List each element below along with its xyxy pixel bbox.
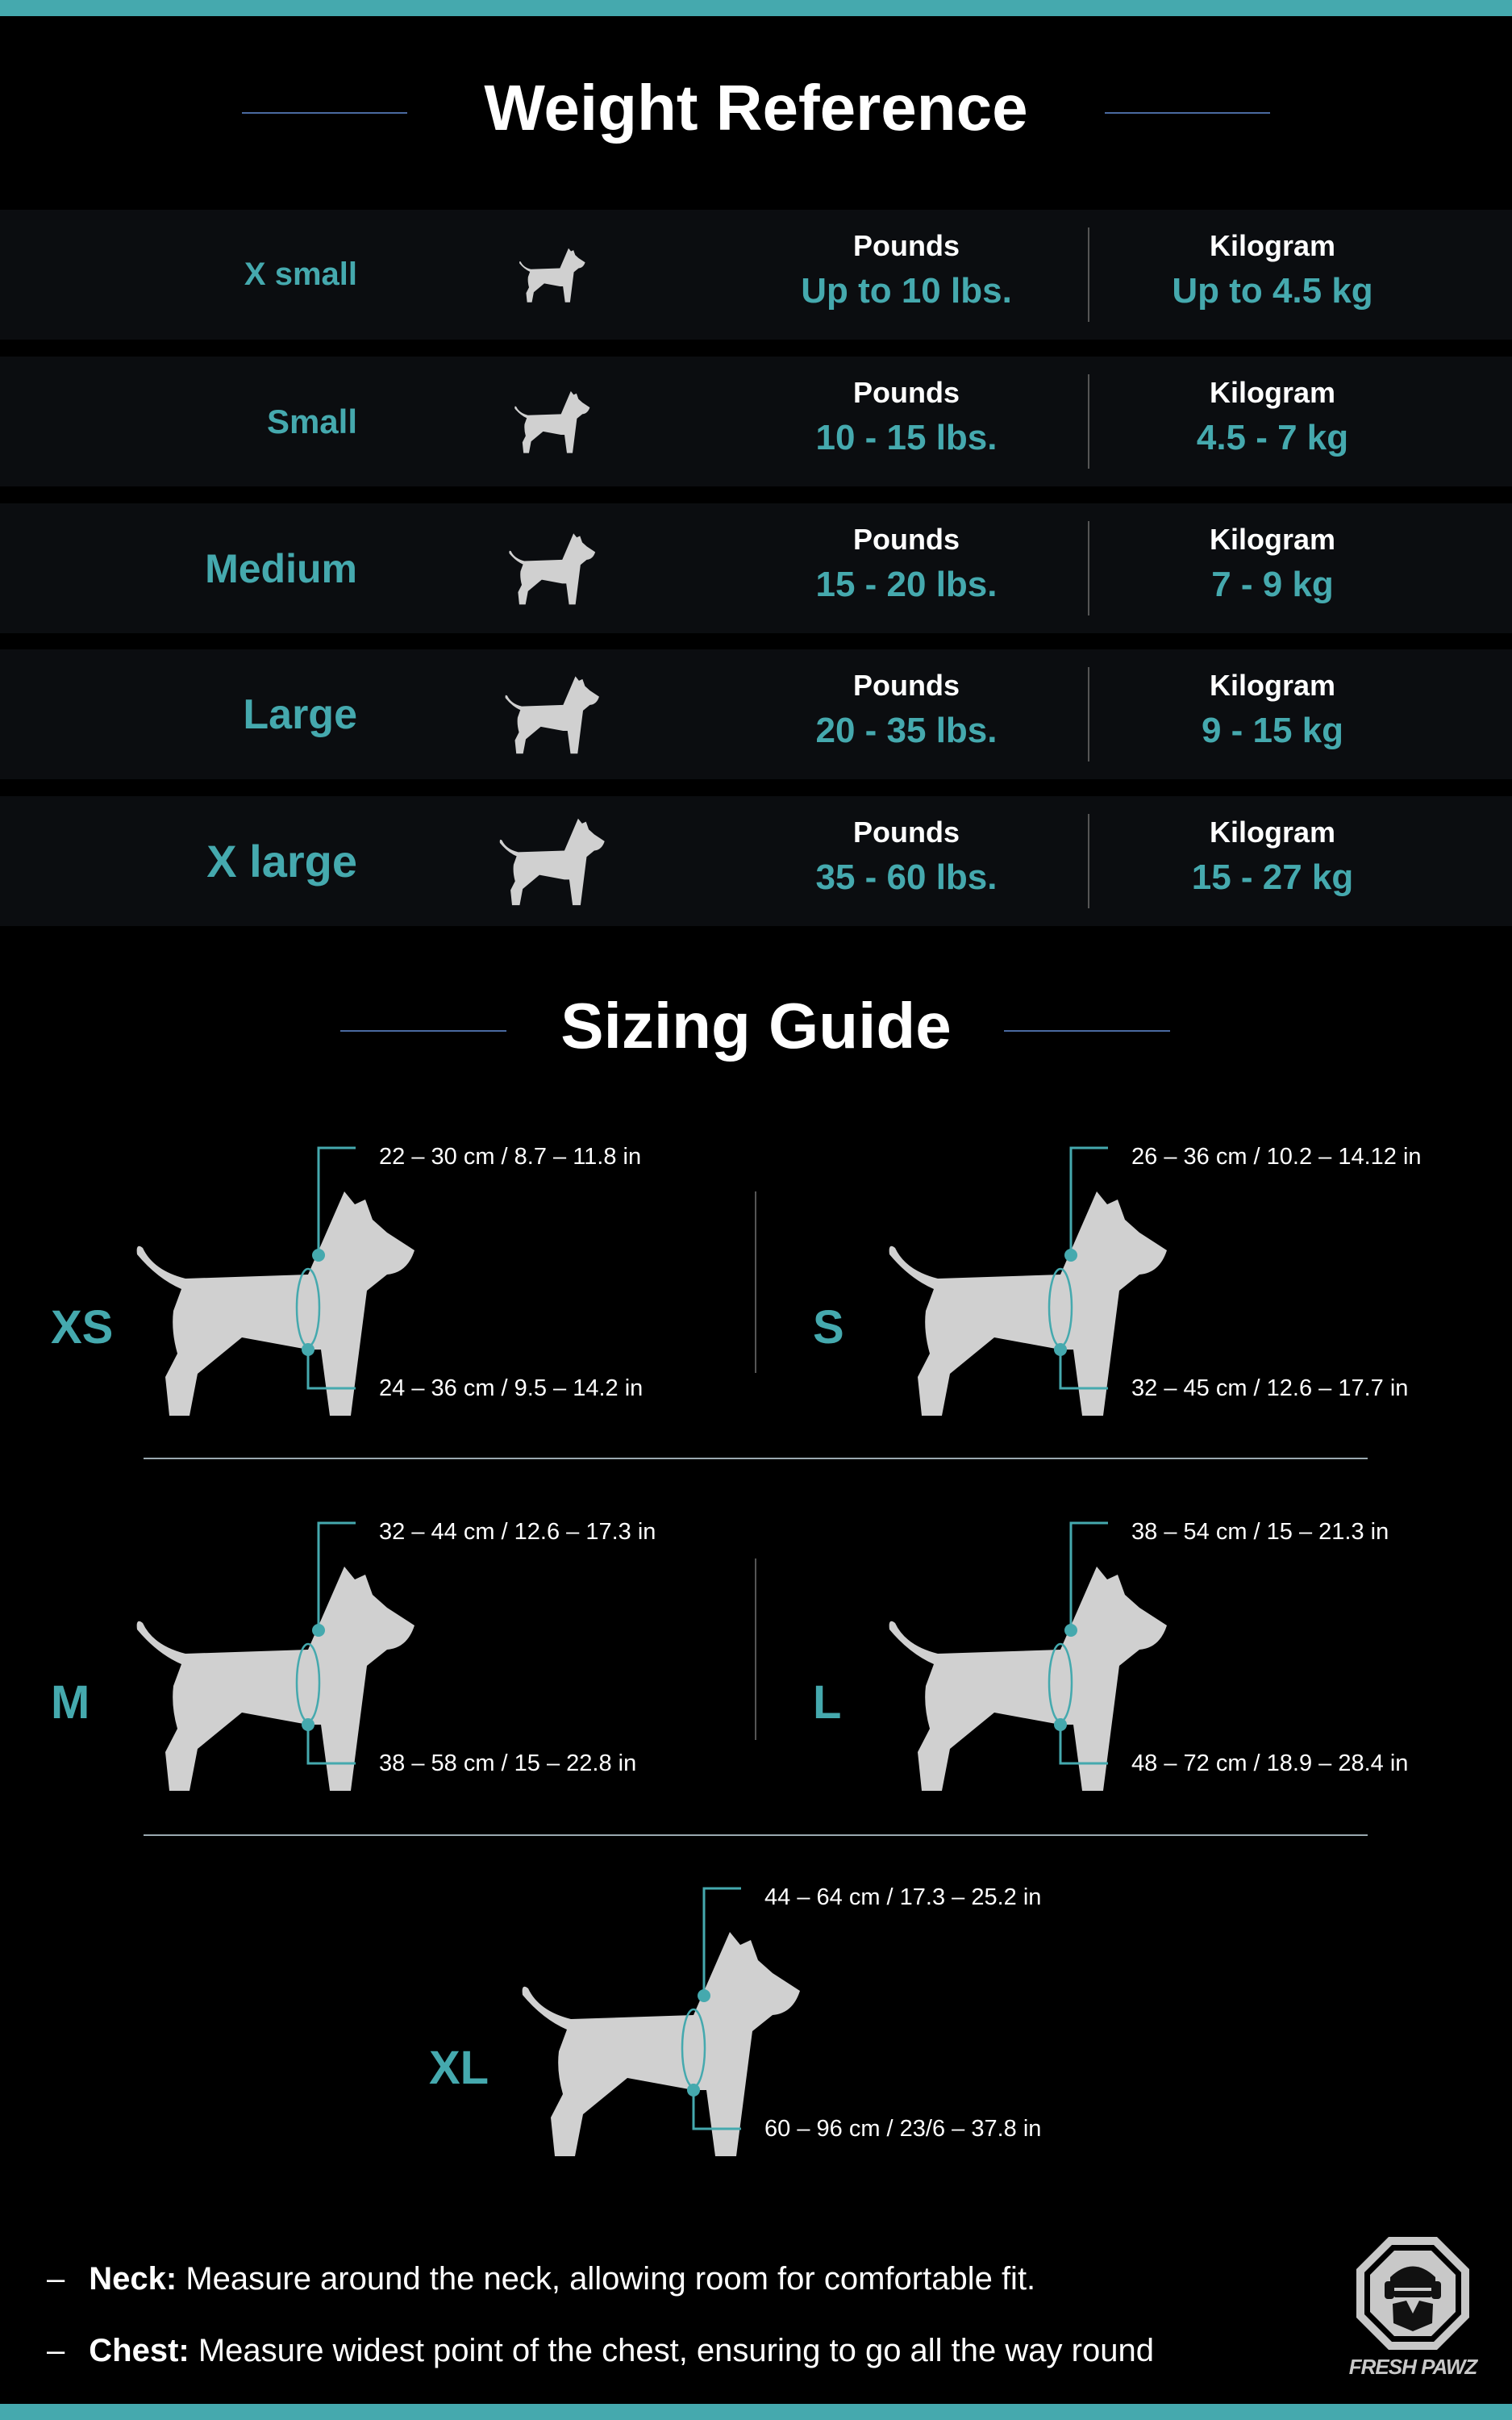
divider — [144, 1458, 1368, 1459]
kg-value: 4.5 - 7 kg — [1196, 418, 1349, 457]
divider — [755, 1558, 756, 1740]
pounds-label: Pounds — [853, 523, 960, 556]
pounds-label: Pounds — [853, 816, 960, 849]
divider — [755, 1191, 756, 1373]
dog-silhouette — [137, 1191, 414, 1416]
size-label: X large — [206, 836, 357, 887]
dog-silhouette — [889, 1191, 1167, 1416]
chest-dot — [302, 1718, 314, 1731]
size-cell-m — [121, 1504, 847, 1811]
weight-title: Weight Reference — [484, 72, 1028, 144]
dog-icon — [519, 247, 586, 303]
pounds-value: Up to 10 lbs. — [801, 271, 1012, 311]
neck-dot — [312, 1249, 325, 1262]
kg-column — [1103, 376, 1442, 458]
weight-row — [0, 796, 1512, 926]
pounds-label: Pounds — [853, 376, 960, 409]
dog-icon — [504, 674, 601, 755]
size-label: XL — [429, 2042, 489, 2094]
neck-dot — [1064, 1624, 1077, 1637]
top-accent-bar — [0, 0, 1512, 16]
kg-label: Kilogram — [1209, 816, 1336, 849]
size-label: M — [51, 1676, 90, 1729]
neck-dot — [1064, 1249, 1077, 1262]
chest-dot — [1054, 1718, 1067, 1731]
kg-column — [1103, 669, 1442, 751]
bottom-accent-bar — [0, 2404, 1512, 2420]
column-divider — [1088, 374, 1089, 469]
dog-silhouette — [523, 1932, 800, 2156]
chest-dot — [302, 1343, 314, 1356]
size-label: Small — [266, 402, 357, 440]
kg-column — [1103, 523, 1442, 605]
dog-silhouette — [137, 1567, 414, 1791]
size-label: L — [813, 1676, 842, 1729]
kg-value: 7 - 9 kg — [1211, 565, 1334, 604]
pounds-column — [737, 523, 1076, 605]
pounds-value: 35 - 60 lbs. — [815, 857, 998, 897]
column-divider — [1088, 814, 1089, 908]
pounds-label: Pounds — [853, 669, 960, 702]
divider — [144, 1834, 1368, 1836]
chest-measurement: 32 – 45 cm / 12.6 – 17.7 in — [1131, 1375, 1409, 1401]
size-label: Medium — [205, 545, 357, 591]
size-label: S — [813, 1301, 844, 1354]
chest-measurement: 60 – 96 cm / 23/6 – 37.8 in — [764, 2116, 1042, 2142]
kg-label: Kilogram — [1209, 376, 1336, 409]
pounds-label: Pounds — [853, 229, 960, 262]
neck-measurement: 22 – 30 cm / 8.7 – 11.8 in — [379, 1144, 642, 1170]
note-chest: – Chest: Measure widest point of the chest, ensuring to go all the way round — [47, 2333, 1154, 2368]
neck-measurement: 38 – 54 cm / 15 – 21.3 in — [1131, 1519, 1389, 1545]
kg-label: Kilogram — [1209, 669, 1336, 702]
weight-row — [0, 210, 1512, 340]
chest-dot — [687, 2084, 700, 2097]
kg-label: Kilogram — [1209, 523, 1336, 556]
neck-measurement: 44 – 64 cm / 17.3 – 25.2 in — [764, 1884, 1042, 1910]
column-divider — [1088, 667, 1089, 761]
neck-dot — [312, 1624, 325, 1637]
neck-measurement: 26 – 36 cm / 10.2 – 14.12 in — [1131, 1144, 1422, 1170]
kg-column — [1103, 229, 1442, 311]
pounds-value: 10 - 15 lbs. — [815, 418, 998, 457]
pounds-column — [737, 816, 1076, 898]
size-label: X small — [244, 257, 357, 292]
title-rule-right — [1004, 1030, 1170, 1032]
kg-column — [1103, 816, 1442, 898]
chest-measurement: 24 – 36 cm / 9.5 – 14.2 in — [379, 1375, 644, 1401]
sizing-title: Sizing Guide — [560, 990, 952, 1062]
size-cell-l — [873, 1504, 1512, 1811]
size-label: XS — [51, 1301, 114, 1354]
pounds-column — [737, 376, 1076, 458]
pounds-column — [737, 229, 1076, 311]
weight-row — [0, 503, 1512, 633]
kg-value: 9 - 15 kg — [1201, 711, 1344, 750]
dog-icon — [514, 390, 591, 454]
note-neck: – Neck: Measure around the neck, allowing room for comfortable fit. — [47, 2261, 1036, 2297]
neck-dot — [698, 1989, 710, 2002]
pounds-value: 15 - 20 lbs. — [815, 565, 998, 604]
neck-measurement: 32 – 44 cm / 12.6 – 17.3 in — [379, 1519, 656, 1545]
pounds-column — [737, 669, 1076, 751]
dog-silhouette — [889, 1567, 1167, 1791]
column-divider — [1088, 227, 1089, 322]
size-cell-xl — [506, 1870, 1232, 2176]
chest-measurement: 48 – 72 cm / 18.9 – 28.4 in — [1131, 1750, 1409, 1776]
dog-icon — [508, 532, 597, 606]
kg-value: Up to 4.5 kg — [1172, 271, 1373, 311]
size-cell-xs — [121, 1129, 847, 1436]
weight-row — [0, 649, 1512, 779]
size-cell-s — [873, 1129, 1512, 1436]
pounds-value: 20 - 35 lbs. — [815, 711, 998, 750]
size-label: Large — [243, 691, 357, 738]
logo-text: FRESH PAWZ — [1348, 2355, 1477, 2379]
chest-dot — [1054, 1343, 1067, 1356]
title-rule-right — [1105, 112, 1270, 114]
fresh-pawz-logo — [1340, 2233, 1485, 2378]
dog-icon — [498, 816, 606, 907]
kg-value: 15 - 27 kg — [1191, 857, 1354, 897]
kg-label: Kilogram — [1209, 229, 1336, 262]
chest-measurement: 38 – 58 cm / 15 – 22.8 in — [379, 1750, 637, 1776]
column-divider — [1088, 521, 1089, 615]
weight-row — [0, 357, 1512, 486]
